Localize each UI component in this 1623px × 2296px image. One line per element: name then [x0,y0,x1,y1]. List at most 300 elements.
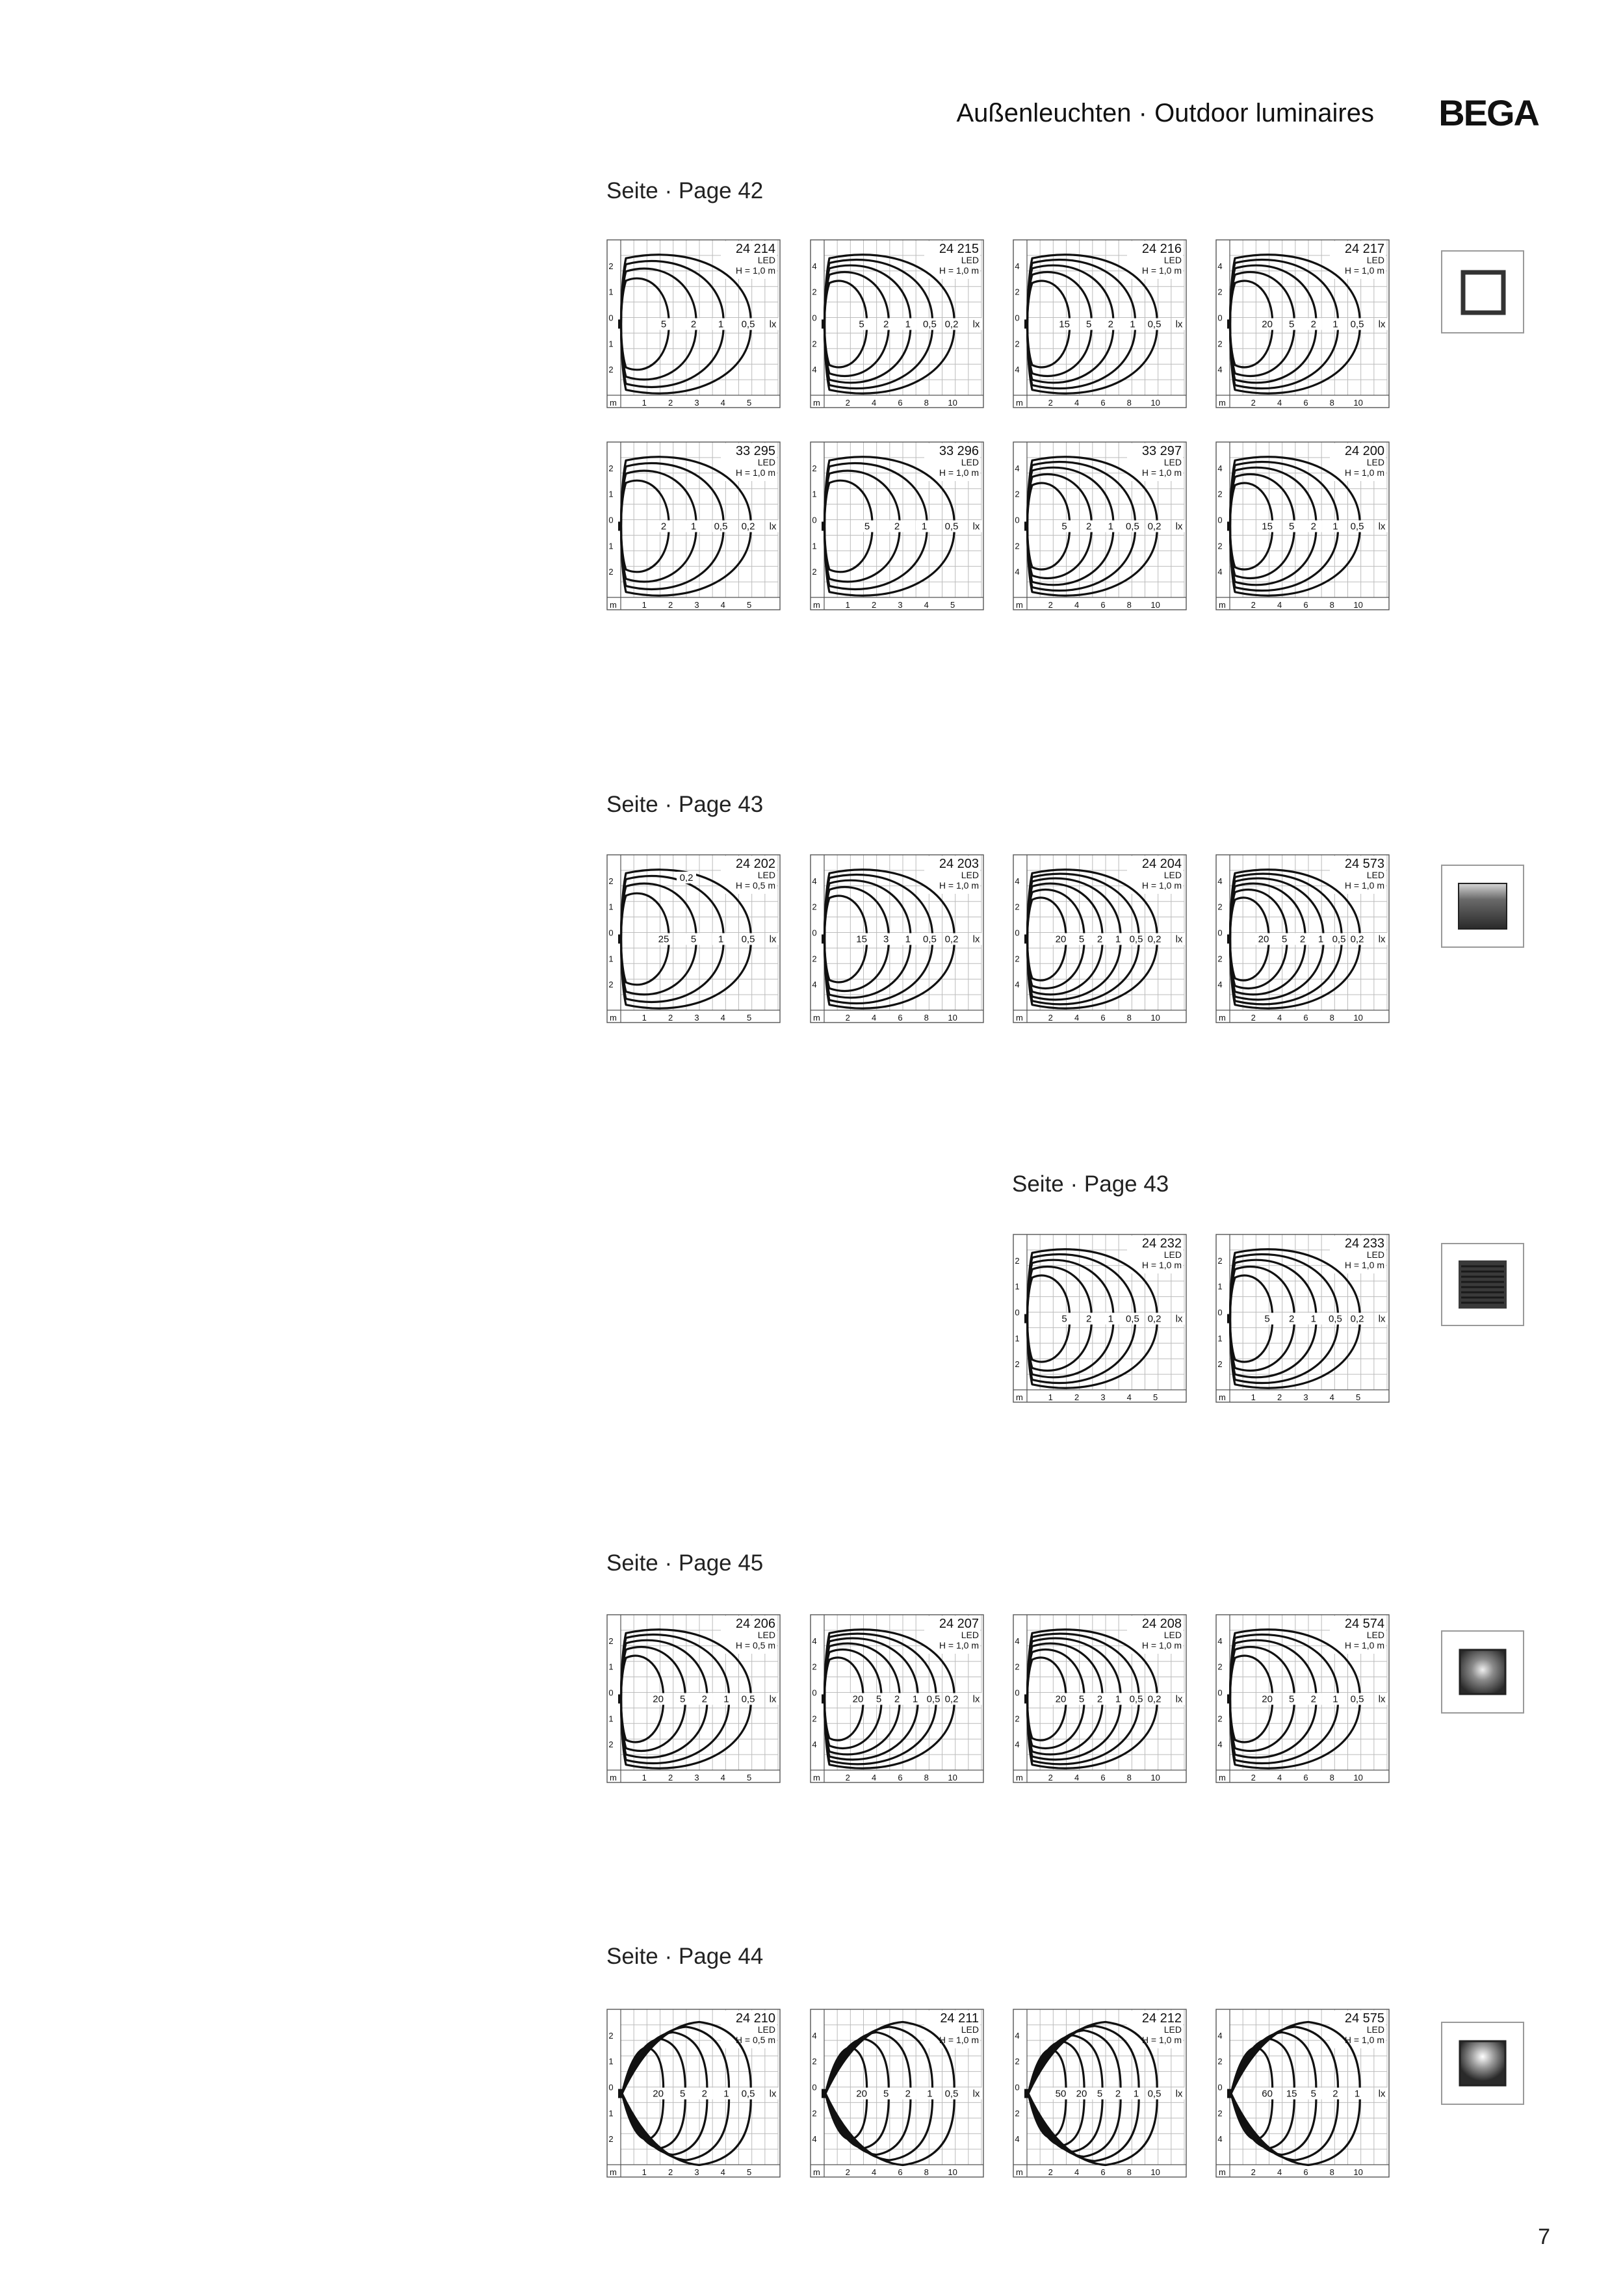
x-tick-label: 1 [642,398,647,408]
y-tick-label: 2 [1217,1714,1223,1724]
y-tick-label: 1 [608,1662,614,1672]
y-tick-label: 2 [812,567,817,577]
x-tick-label: 4 [720,1773,725,1782]
isolux-diagram [606,237,781,409]
x-tick-label: 6 [898,1013,903,1023]
isolux-value-label: 2 [1086,521,1092,532]
x-tick-label: 2 [1048,398,1053,408]
y-tick-label: 0 [1217,313,1223,323]
mounting-height: H = 1,0 m [1141,2035,1182,2045]
isolux-value-label: 5 [1310,2088,1316,2100]
y-tick-label: 2 [1217,902,1223,912]
x-tick-label: 3 [694,1013,699,1023]
lux-unit-label: lx [769,319,777,330]
y-tick-label: 4 [1015,365,1020,375]
isolux-value-label: 1 [723,2088,729,2100]
lux-unit-label: lx [769,521,777,532]
axis-unit-label: m [610,2167,617,2177]
axis-unit-label: m [610,1773,617,1782]
x-tick-label: 10 [1150,1013,1160,1023]
axis-unit-label: m [610,1013,617,1023]
mounting-height: H = 0,5 m [735,880,775,891]
x-tick-label: 10 [1150,600,1160,610]
y-tick-label: 2 [1015,1359,1020,1370]
isolux-value-label: 20 [1262,319,1273,330]
x-tick-label: 1 [642,600,647,610]
isolux-diagram [606,439,781,611]
isolux-value-label: 0,5 [1125,521,1139,532]
mounting-height: H = 1,0 m [1141,467,1182,478]
x-tick-label: 2 [872,600,877,610]
luminaire-code: 33 295 [735,444,775,458]
lamp-type: LED [757,1630,775,1640]
isolux-value-label: 2 [701,1693,707,1705]
lamp-type: LED [1366,870,1384,880]
luminaire-code: 24 217 [1344,242,1384,256]
x-tick-label: 2 [668,398,673,408]
y-tick-label: 1 [608,339,614,349]
x-tick-label: 6 [898,398,903,408]
x-tick-label: 5 [950,600,955,610]
y-tick-label: 2 [608,261,614,271]
brand-logo: BEGA [1438,92,1539,133]
isolux-value-label: 20 [653,1693,664,1705]
axis-unit-label: m [1016,1013,1023,1023]
y-tick-label: 4 [812,2134,817,2145]
x-tick-label: 4 [1277,600,1282,610]
x-tick-label: 3 [694,398,699,408]
product-swatch-dark-square [1441,865,1524,948]
luminaire-code: 24 203 [939,857,979,871]
x-tick-label: 10 [1353,1773,1363,1782]
lux-unit-label: lx [1378,2088,1386,2100]
x-tick-label: 6 [1100,2167,1106,2177]
y-tick-label: 2 [1015,1662,1020,1672]
x-tick-label: 2 [1251,398,1256,408]
x-tick-label: 1 [845,600,850,610]
isolux-value-label: 5 [660,319,667,330]
section-title: Seite · Page 43 [606,792,764,817]
luminaire-marker [1024,522,1028,531]
isolux-value-label: 0,5 [1350,319,1364,330]
x-tick-label: 4 [872,398,877,408]
isolux-value-label: 0,5 [1147,2088,1162,2100]
isolux-value-label: 1 [1310,1313,1316,1325]
isolux-value-label: 5 [1078,933,1085,945]
y-tick-label: 2 [1015,339,1020,349]
y-tick-label: 4 [1015,1636,1020,1646]
x-tick-label: 5 [747,2167,752,2177]
y-tick-label: 1 [608,2108,614,2119]
y-tick-label: 2 [812,1662,817,1672]
section-title: Seite · Page 42 [606,178,764,203]
isolux-diagram [1013,852,1187,1024]
isolux-value-label: 5 [864,521,870,532]
luminaire-marker [1227,1695,1231,1704]
axis-unit-label: m [813,398,820,408]
y-tick-label: 1 [812,541,817,551]
luminaire-marker [822,320,825,329]
isolux-svg [1215,1612,1390,1784]
isolux-svg [1013,1232,1187,1403]
x-tick-label: 5 [1356,1392,1361,1402]
y-tick-label: 4 [1217,365,1223,375]
isolux-value-label: 5 [680,1693,686,1705]
x-tick-label: 1 [642,1773,647,1782]
isolux-value-label: 1 [1130,319,1136,330]
x-tick-label: 2 [668,600,673,610]
y-tick-label: 0 [1015,1688,1020,1698]
isolux-svg [1013,2007,1187,2178]
mounting-height: H = 1,0 m [1344,467,1384,478]
lamp-type: LED [961,870,979,880]
y-tick-label: 2 [1015,2108,1020,2119]
isolux-value-label: 0,2 [741,521,755,532]
y-tick-label: 4 [1217,2134,1223,2145]
x-tick-label: 4 [1074,2167,1080,2177]
y-tick-label: 2 [1217,1359,1223,1370]
isolux-value-label: 1 [1133,2088,1139,2100]
x-tick-label: 8 [1329,1773,1334,1782]
isolux-svg [1215,1232,1390,1403]
section-title: Seite · Page 44 [606,1944,764,1969]
axis-unit-label: m [813,1773,820,1782]
x-tick-label: 10 [1150,2167,1160,2177]
isolux-value-label: 1 [718,319,724,330]
lux-unit-label: lx [1378,1313,1386,1325]
x-tick-label: 8 [924,1773,929,1782]
isolux-value-label: 0,2 [1350,1313,1364,1325]
y-tick-label: 4 [1015,567,1020,577]
x-tick-label: 4 [1277,2167,1282,2177]
luminaire-marker [1024,935,1028,944]
y-tick-label: 2 [608,463,614,473]
isolux-svg [1013,1612,1187,1784]
isolux-value-label: 15 [1262,521,1273,532]
axis-unit-label: m [1016,1392,1023,1402]
lux-unit-label: lx [769,933,777,945]
y-tick-label: 0 [1217,515,1223,525]
isolux-value-label: 2 [1108,319,1113,330]
isolux-value-label: 2 [660,521,667,532]
y-tick-label: 1 [1015,1333,1020,1344]
isolux-value-label: 20 [1258,933,1269,945]
x-tick-label: 6 [1100,1013,1106,1023]
isolux-contour [621,261,724,387]
isolux-value-label: 2 [690,319,697,330]
lux-unit-label: lx [1175,933,1183,945]
isolux-value-label: 5 [1289,319,1295,330]
isolux-diagram [810,1612,984,1784]
x-tick-label: 4 [720,398,725,408]
isolux-value-label: 5 [859,319,864,330]
lamp-type: LED [961,255,979,265]
lux-unit-label: lx [972,521,980,532]
x-tick-label: 4 [1126,1392,1132,1402]
y-tick-label: 2 [1015,2056,1020,2067]
y-tick-label: 2 [812,287,817,297]
x-tick-label: 2 [1251,1773,1256,1782]
y-tick-label: 2 [1217,1255,1223,1266]
x-tick-label: 10 [948,1013,957,1023]
x-tick-label: 2 [1074,1392,1080,1402]
y-tick-label: 4 [1015,2030,1020,2041]
luminaire-code: 24 207 [939,1617,979,1631]
x-tick-label: 1 [1048,1392,1053,1402]
mounting-height: H = 1,0 m [1141,265,1182,276]
lux-unit-label: lx [1378,1693,1386,1705]
lux-unit-label: lx [972,1693,980,1705]
axis-unit-label: m [610,398,617,408]
y-tick-label: 2 [1015,1255,1020,1266]
isolux-value-label: 2 [883,319,889,330]
isolux-value-label: 20 [852,1693,864,1705]
luminaire-marker [822,935,825,944]
isolux-value-label: 3 [883,933,889,945]
x-tick-label: 2 [845,2167,850,2177]
isolux-value-label: 0,5 [922,319,937,330]
isolux-value-label: 2 [894,521,900,532]
isolux-value-label: 1 [1115,933,1121,945]
x-tick-label: 4 [720,1013,725,1023]
x-tick-label: 2 [845,1773,850,1782]
x-tick-label: 2 [1048,2167,1053,2177]
isolux-value-label: 1 [1108,1313,1113,1325]
isolux-value-label: 0,5 [1350,521,1364,532]
y-tick-label: 0 [1217,1307,1223,1318]
isolux-value-label: 5 [1078,1693,1085,1705]
x-tick-label: 6 [1100,1773,1106,1782]
isolux-value-label: 0,2 [679,872,694,883]
lamp-type: LED [757,457,775,467]
y-tick-label: 1 [1015,1281,1020,1292]
isolux-svg [606,1612,781,1784]
axis-unit-label: m [1016,1773,1023,1782]
axis-unit-label: m [610,600,617,610]
y-tick-label: 0 [812,1688,817,1698]
isolux-value-label: 0,2 [944,1693,959,1705]
y-tick-label: 2 [1217,2108,1223,2119]
x-tick-label: 6 [1303,1013,1308,1023]
y-tick-label: 4 [1217,567,1223,577]
outline-square-icon [1442,252,1523,332]
y-tick-label: 0 [1217,2082,1223,2093]
x-tick-label: 1 [642,2167,647,2177]
isolux-value-label: 2 [1097,1693,1103,1705]
isolux-diagram [1013,439,1187,611]
x-tick-label: 8 [1329,2167,1334,2177]
x-tick-label: 3 [898,600,903,610]
x-tick-label: 6 [1303,600,1308,610]
y-tick-label: 2 [608,365,614,375]
isolux-value-label: 25 [658,933,669,945]
isolux-diagram [1215,1232,1390,1403]
isolux-value-label: 2 [1310,1693,1316,1705]
lamp-type: LED [1366,457,1384,467]
lamp-type: LED [757,2024,775,2035]
luminaire-code: 24 575 [1344,2011,1384,2026]
x-tick-label: 6 [1100,600,1106,610]
lamp-type: LED [961,457,979,467]
x-tick-label: 8 [1126,398,1132,408]
lux-unit-label: lx [1175,521,1183,532]
isolux-svg [1013,439,1187,611]
dark-square-light-center-icon [1442,1632,1523,1712]
isolux-diagram [606,852,781,1024]
mounting-height: H = 1,0 m [735,467,775,478]
dark-louvre-icon [1442,1244,1523,1325]
y-tick-label: 2 [1217,954,1223,964]
x-tick-label: 2 [668,1013,673,1023]
lux-unit-label: lx [769,1693,777,1705]
axis-unit-label: m [1219,1773,1226,1782]
mounting-height: H = 1,0 m [939,1640,979,1650]
y-tick-label: 2 [1217,287,1223,297]
x-tick-label: 4 [1277,398,1282,408]
x-tick-label: 4 [720,2167,725,2177]
product-swatch-dark-square-center [1441,1630,1524,1714]
isolux-value-label: 0,5 [1129,933,1143,945]
lux-unit-label: lx [1378,319,1386,330]
x-tick-label: 2 [845,398,850,408]
luminaire-marker [1024,1314,1028,1324]
isolux-svg [1215,439,1390,611]
y-tick-label: 2 [812,339,817,349]
mounting-height: H = 1,0 m [1141,880,1182,891]
luminaire-marker [618,2089,622,2098]
x-tick-label: 10 [948,1773,957,1782]
mounting-height: H = 1,0 m [735,265,775,276]
luminaire-marker [1227,2089,1231,2098]
isolux-value-label: 0,2 [944,933,959,945]
isolux-value-label: 1 [1318,933,1324,945]
lamp-type: LED [1163,457,1182,467]
y-tick-label: 2 [812,954,817,964]
y-tick-label: 2 [812,2108,817,2119]
x-tick-label: 8 [924,398,929,408]
x-tick-label: 5 [747,1773,752,1782]
luminaire-code: 33 296 [939,444,979,458]
isolux-svg [1215,2007,1390,2178]
x-tick-label: 10 [948,398,957,408]
x-tick-label: 5 [747,398,752,408]
y-tick-label: 4 [1217,1636,1223,1646]
isolux-value-label: 0,5 [922,933,937,945]
y-tick-label: 4 [1015,876,1020,886]
isolux-svg [810,2007,984,2178]
isolux-diagram [1013,237,1187,409]
axis-unit-label: m [1219,398,1226,408]
isolux-svg [810,439,984,611]
isolux-value-label: 2 [1299,933,1306,945]
isolux-value-label: 2 [1086,1313,1092,1325]
x-tick-label: 8 [1329,398,1334,408]
isolux-value-label: 0,5 [714,521,728,532]
x-tick-label: 2 [668,1773,673,1782]
isolux-value-label: 1 [905,933,911,945]
lamp-type: LED [1163,2024,1182,2035]
luminaire-code: 24 573 [1344,857,1384,871]
isolux-value-label: 0,5 [1350,1693,1364,1705]
isolux-contour [621,876,724,1002]
y-tick-label: 4 [1217,2030,1223,2041]
y-tick-label: 1 [1217,1281,1223,1292]
y-tick-label: 0 [1217,1688,1223,1698]
y-tick-label: 4 [1217,463,1223,473]
isolux-value-label: 2 [1310,319,1316,330]
isolux-value-label: 2 [1115,2088,1121,2100]
axis-unit-label: m [1219,1392,1226,1402]
y-tick-label: 0 [1015,515,1020,525]
isolux-value-label: 2 [1310,521,1316,532]
isolux-value-label: 15 [856,933,867,945]
x-tick-label: 6 [1100,398,1106,408]
isolux-contour [825,463,928,590]
isolux-value-label: 0,5 [741,319,755,330]
y-tick-label: 4 [812,980,817,990]
isolux-value-label: 0,2 [1147,1693,1162,1705]
y-tick-label: 2 [1015,489,1020,499]
isolux-value-label: 0,5 [1125,1313,1139,1325]
isolux-value-label: 1 [912,1693,918,1705]
mounting-height: H = 1,0 m [939,265,979,276]
isolux-value-label: 5 [1086,319,1092,330]
x-tick-label: 4 [872,1013,877,1023]
y-tick-label: 4 [1015,2134,1020,2145]
isolux-value-label: 5 [680,2088,686,2100]
x-tick-label: 10 [948,2167,957,2177]
isolux-diagram [1215,439,1390,611]
isolux-value-label: 1 [723,1693,729,1705]
x-tick-label: 3 [694,600,699,610]
mounting-height: H = 1,0 m [1344,2035,1384,2045]
x-tick-label: 4 [872,2167,877,2177]
x-tick-label: 4 [1329,1392,1334,1402]
x-tick-label: 8 [924,1013,929,1023]
isolux-value-label: 5 [876,1693,882,1705]
x-tick-label: 6 [1303,2167,1308,2177]
isolux-contour [621,463,724,590]
x-tick-label: 2 [1251,1013,1256,1023]
isolux-value-label: 1 [690,521,697,532]
x-tick-label: 4 [924,600,929,610]
isolux-value-label: 5 [883,2088,889,2100]
isolux-svg [1013,852,1187,1024]
isolux-value-label: 5 [1061,521,1067,532]
isolux-diagram [606,1612,781,1784]
y-tick-label: 4 [812,876,817,886]
isolux-value-label: 0,5 [1328,1313,1342,1325]
isolux-value-label: 0,5 [1129,1693,1143,1705]
isolux-value-label: 0,5 [741,1693,755,1705]
axis-unit-label: m [1219,2167,1226,2177]
luminaire-marker [618,522,622,531]
isolux-value-label: 1 [1108,521,1113,532]
y-tick-label: 0 [812,515,817,525]
isolux-diagram [1215,852,1390,1024]
x-tick-label: 4 [872,1773,877,1782]
axis-unit-label: m [1016,398,1023,408]
dark-square-light-top-icon [1442,866,1523,946]
x-tick-label: 4 [720,600,725,610]
x-tick-label: 3 [694,2167,699,2177]
y-tick-label: 2 [608,567,614,577]
luminaire-code: 24 233 [1344,1236,1384,1251]
mounting-height: H = 1,0 m [1344,1260,1384,1270]
y-tick-label: 0 [1015,1307,1020,1318]
isolux-value-label: 50 [1055,2088,1067,2100]
y-tick-label: 0 [812,2082,817,2093]
